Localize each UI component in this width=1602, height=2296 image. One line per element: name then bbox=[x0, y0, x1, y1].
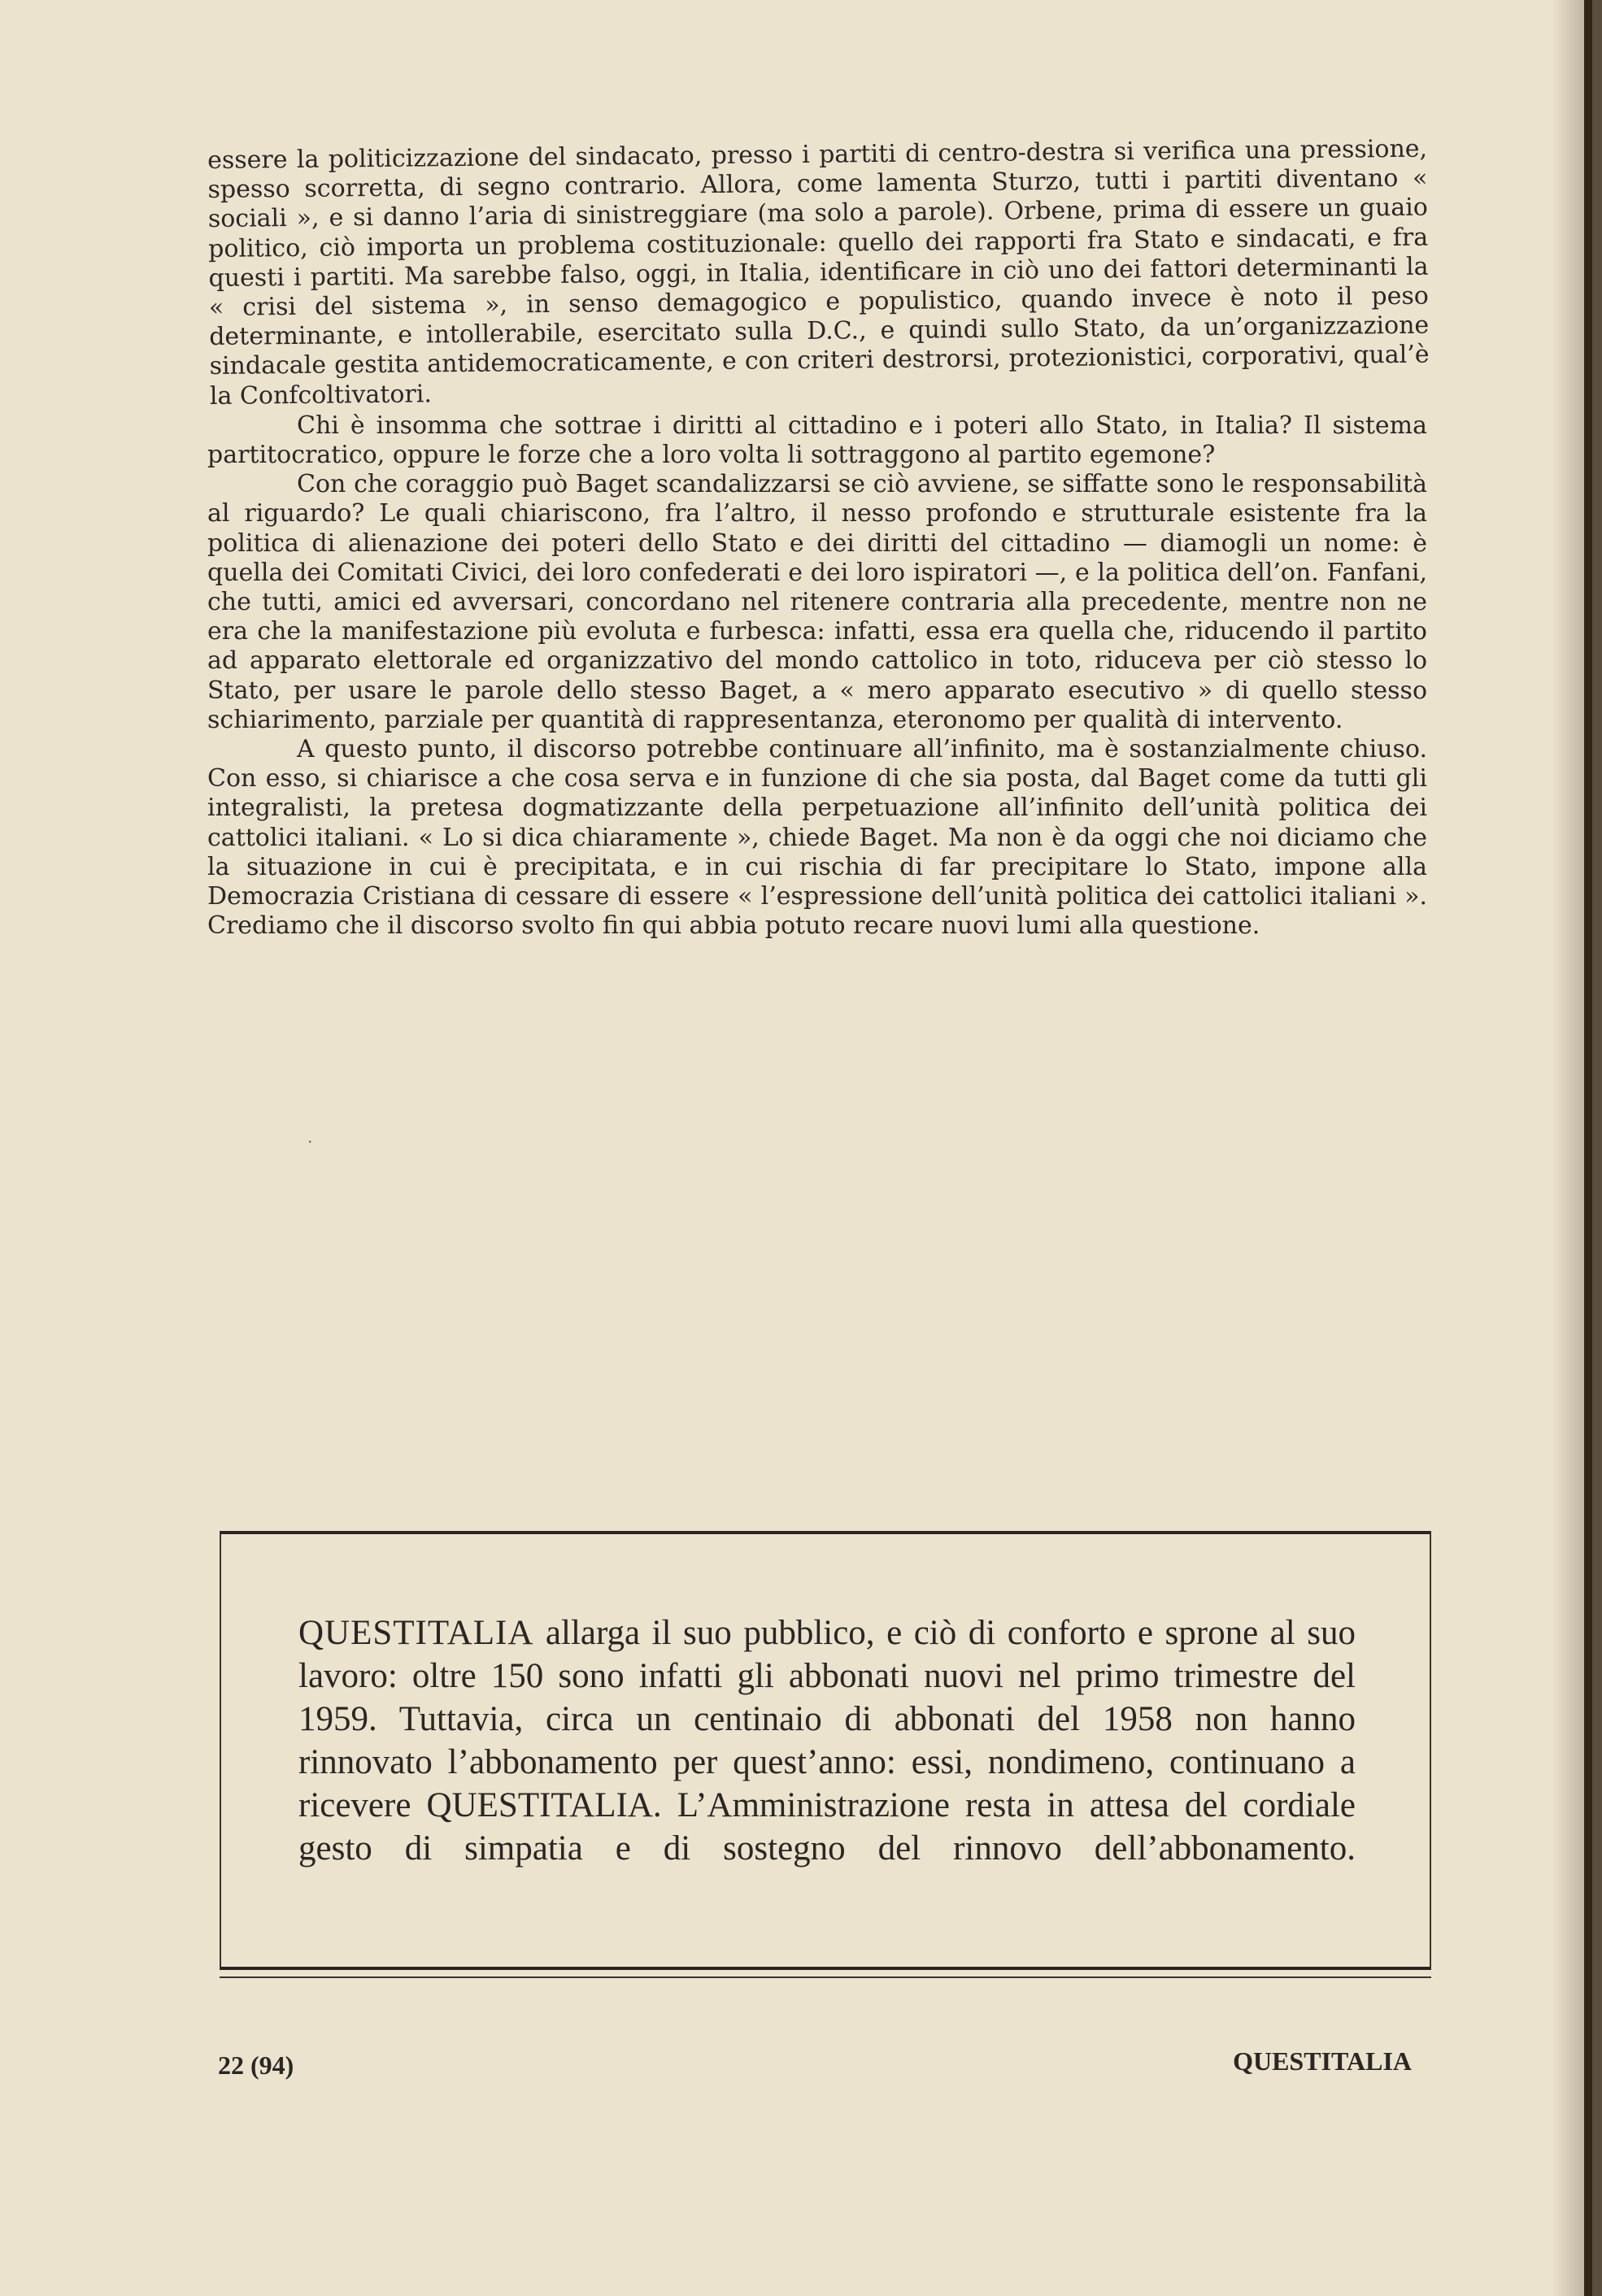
notice-body: allarga il suo pubblico, e ciò di conforto e sprone al suo lavoro: oltre 150 sono infatti gli abbonati nuovi nel primo trimestre del 1959. Tuttavia, circa un centinaio di abbonati del 1958 non hanno rinnovato l’abbonamento per quest’anno: essi, nondimeno, continuano a ricevere QUESTITALIA. L’Amministrazione resta in attesa del cordiale gesto di simpatia e di sostegno del rinnovo dell’abbonamento. bbox=[298, 1614, 1356, 1868]
page-number: 22 (94) bbox=[218, 2050, 294, 2080]
notice-brand: QUESTITALIA bbox=[298, 1614, 534, 1652]
journal-name: QUESTITALIA bbox=[1233, 2046, 1412, 2076]
print-speck: · bbox=[307, 1132, 313, 1151]
subscription-notice-box bbox=[220, 1531, 1431, 1970]
article-paragraph: Chi è insomma che sottrae i diritti al cittadino e i poteri allo Stato, in Italia? Il sistema partitocratico, oppure le forze che a loro volta li sottraggono al partito egemone? bbox=[207, 411, 1427, 470]
article-body bbox=[207, 134, 1430, 941]
page-edge-shadow bbox=[1552, 0, 1584, 2296]
article-paragraph: essere la politicizzazione del sindacato, presso i partiti di centro-destra si verifica una pressione, spesso scorretta, di segno contrario. Allora, come lamenta Sturzo, tutti i partiti diventano « sociali », e si danno l’aria di sinistreggiare (ma solo a parole). Orbene, prima di essere un guaio politico, ciò importa un problema costituzionale: quello dei rapporti fra Stato e sindacati, e fra questi i partiti. Ma sarebbe falso, oggi, in Italia, identificare in ciò uno dei fattori determinanti la « crisi del sistema », in senso demagogico e populistico, quando invece è noto il peso determinante, e intollerabile, esercitato sulla D.C., e quindi sullo Stato, da un’organizzazione sindacale gestita antidemocraticamente, e con criteri destrorsi, protezionistici, corporativi, qual’è la Confcoltivatori. bbox=[207, 134, 1430, 411]
article-paragraph: Con che coraggio può Baget scandalizzarsi se ciò avviene, se siffatte sono le responsabilità al riguardo? Le quali chiariscono, fra l’altro, il nesso profondo e strutturale esistente fra la politica di alienazione dei poteri dello Stato e dei diritti del cittadino — diamogli un nome: è quella dei Comitati Civici, dei loro confederati e dei loro ispiratori —, e la politica dell’on. Fanfani, che tutti, amici ed avversari, concordano nel ritenere contraria alla precedente, mentre non ne era che la manifestazione più evoluta e furbesca: infatti, essa era quella che, riducendo il partito ad apparato elettorale ed organizzativo del mondo cattolico in toto, riduceva per ciò stesso lo Stato, per usare le parole dello stesso Baget, a « mero apparato esecutivo » di quello stesso schiarimento, parziale per quantità di rappresentanza, eteronomo per qualità di intervento. bbox=[207, 470, 1427, 734]
article-paragraph: A questo punto, il discorso potrebbe continuare all’infinito, ma è sostanzialmente chiuso. Con esso, si chiarisce a che cosa serva e in funzione di che sia posta, dal Baget come da tutti gli integralisti, la pretesa dogmatizzante della perpetuazione all’infinito dell’unità politica dei cattolici italiani. « Lo si dica chiaramente », chiede Baget. Ma non è da oggi che noi diciamo che la situazione in cui è precipitata, e in cui rischia di far precipitare lo Stato, impone alla Democrazia Cristiana di cessare di essere « l’espressione dell’unità politica dei cattolici italiani ». Crediamo che il discorso svolto fin qui abbia potuto recare nuovi lumi alla questione. bbox=[207, 735, 1427, 941]
subscription-notice-text bbox=[298, 1611, 1356, 1870]
